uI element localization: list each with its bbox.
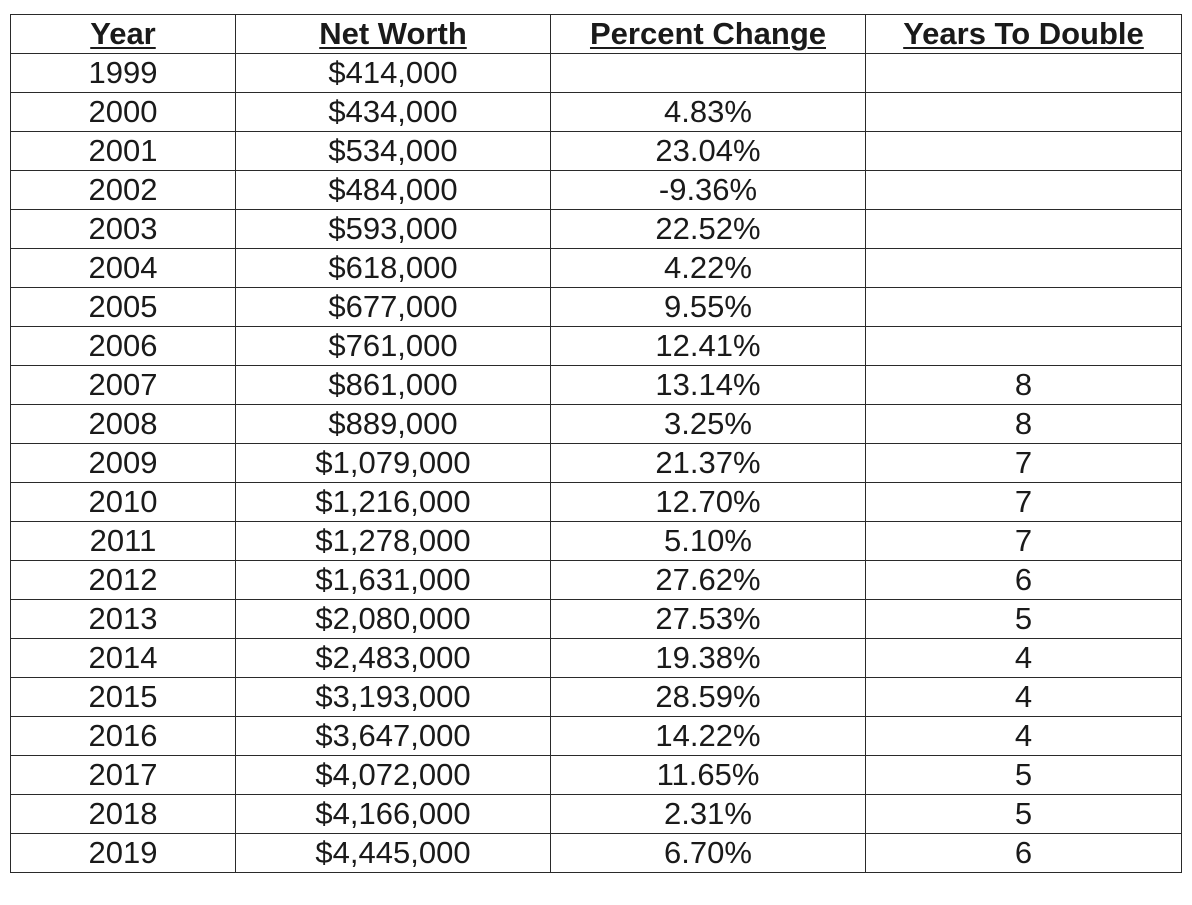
year-cell: 2008 <box>11 405 236 444</box>
net-worth-cell: $3,647,000 <box>236 717 551 756</box>
table-row <box>11 132 1182 171</box>
table-row <box>11 600 1182 639</box>
percent-change-cell: 4.22% <box>551 249 866 288</box>
table-row <box>11 522 1182 561</box>
table-row <box>11 561 1182 600</box>
percent-change-cell: 27.53% <box>551 600 866 639</box>
years-to-double-cell: 7 <box>866 444 1182 483</box>
net-worth-table <box>10 14 1182 873</box>
year-cell: 2019 <box>11 834 236 873</box>
net-worth-cell: $1,278,000 <box>236 522 551 561</box>
year-cell: 1999 <box>11 54 236 93</box>
header-years-to-double: Years To Double <box>866 15 1182 54</box>
years-to-double-cell: 8 <box>866 366 1182 405</box>
table-row <box>11 483 1182 522</box>
year-cell: 2000 <box>11 93 236 132</box>
net-worth-cell: $414,000 <box>236 54 551 93</box>
net-worth-cell: $4,072,000 <box>236 756 551 795</box>
table-row <box>11 795 1182 834</box>
net-worth-cell: $889,000 <box>236 405 551 444</box>
table-row <box>11 756 1182 795</box>
percent-change-cell <box>551 54 866 93</box>
year-cell: 2016 <box>11 717 236 756</box>
net-worth-cell: $1,079,000 <box>236 444 551 483</box>
years-to-double-cell: 8 <box>866 405 1182 444</box>
years-to-double-cell <box>866 249 1182 288</box>
table-header <box>11 15 1182 54</box>
years-to-double-cell: 5 <box>866 795 1182 834</box>
years-to-double-cell <box>866 132 1182 171</box>
year-cell: 2005 <box>11 288 236 327</box>
net-worth-cell: $434,000 <box>236 93 551 132</box>
years-to-double-cell: 4 <box>866 678 1182 717</box>
year-cell: 2001 <box>11 132 236 171</box>
percent-change-cell: 4.83% <box>551 93 866 132</box>
percent-change-cell: 6.70% <box>551 834 866 873</box>
percent-change-cell: 27.62% <box>551 561 866 600</box>
table-row <box>11 93 1182 132</box>
percent-change-cell: 19.38% <box>551 639 866 678</box>
header-row <box>11 15 1182 54</box>
table-row <box>11 210 1182 249</box>
net-worth-cell: $4,166,000 <box>236 795 551 834</box>
percent-change-cell: 5.10% <box>551 522 866 561</box>
years-to-double-cell <box>866 327 1182 366</box>
years-to-double-cell <box>866 210 1182 249</box>
percent-change-cell: 3.25% <box>551 405 866 444</box>
net-worth-cell: $534,000 <box>236 132 551 171</box>
header-year: Year <box>11 15 236 54</box>
year-cell: 2002 <box>11 171 236 210</box>
table-row <box>11 444 1182 483</box>
year-cell: 2012 <box>11 561 236 600</box>
percent-change-cell: 12.70% <box>551 483 866 522</box>
table-row <box>11 171 1182 210</box>
table-row <box>11 834 1182 873</box>
percent-change-cell: 13.14% <box>551 366 866 405</box>
percent-change-cell: 9.55% <box>551 288 866 327</box>
net-worth-cell: $861,000 <box>236 366 551 405</box>
table-row <box>11 366 1182 405</box>
net-worth-cell: $2,483,000 <box>236 639 551 678</box>
years-to-double-cell: 5 <box>866 756 1182 795</box>
percent-change-cell: 11.65% <box>551 756 866 795</box>
table-row <box>11 639 1182 678</box>
percent-change-cell: 14.22% <box>551 717 866 756</box>
table-row <box>11 327 1182 366</box>
percent-change-cell: 2.31% <box>551 795 866 834</box>
year-cell: 2018 <box>11 795 236 834</box>
years-to-double-cell: 4 <box>866 639 1182 678</box>
year-cell: 2013 <box>11 600 236 639</box>
percent-change-cell: 22.52% <box>551 210 866 249</box>
header-percent-change: Percent Change <box>551 15 866 54</box>
net-worth-cell: $484,000 <box>236 171 551 210</box>
years-to-double-cell: 6 <box>866 834 1182 873</box>
year-cell: 2011 <box>11 522 236 561</box>
year-cell: 2014 <box>11 639 236 678</box>
table-row <box>11 249 1182 288</box>
year-cell: 2004 <box>11 249 236 288</box>
header-net-worth: Net Worth <box>236 15 551 54</box>
percent-change-cell: 23.04% <box>551 132 866 171</box>
table-row <box>11 678 1182 717</box>
percent-change-cell: 28.59% <box>551 678 866 717</box>
net-worth-cell: $677,000 <box>236 288 551 327</box>
table-row <box>11 54 1182 93</box>
years-to-double-cell: 7 <box>866 522 1182 561</box>
years-to-double-cell: 4 <box>866 717 1182 756</box>
year-cell: 2003 <box>11 210 236 249</box>
percent-change-cell: 21.37% <box>551 444 866 483</box>
years-to-double-cell: 7 <box>866 483 1182 522</box>
year-cell: 2015 <box>11 678 236 717</box>
years-to-double-cell <box>866 171 1182 210</box>
net-worth-cell: $761,000 <box>236 327 551 366</box>
net-worth-cell: $1,216,000 <box>236 483 551 522</box>
year-cell: 2009 <box>11 444 236 483</box>
table-row <box>11 717 1182 756</box>
years-to-double-cell <box>866 54 1182 93</box>
year-cell: 2007 <box>11 366 236 405</box>
years-to-double-cell <box>866 93 1182 132</box>
years-to-double-cell: 6 <box>866 561 1182 600</box>
percent-change-cell: 12.41% <box>551 327 866 366</box>
net-worth-cell: $3,193,000 <box>236 678 551 717</box>
years-to-double-cell <box>866 288 1182 327</box>
years-to-double-cell: 5 <box>866 600 1182 639</box>
percent-change-cell: -9.36% <box>551 171 866 210</box>
net-worth-cell: $593,000 <box>236 210 551 249</box>
table-row <box>11 405 1182 444</box>
year-cell: 2017 <box>11 756 236 795</box>
net-worth-cell: $4,445,000 <box>236 834 551 873</box>
table-row <box>11 288 1182 327</box>
net-worth-cell: $2,080,000 <box>236 600 551 639</box>
year-cell: 2006 <box>11 327 236 366</box>
table-body <box>11 54 1182 873</box>
net-worth-cell: $618,000 <box>236 249 551 288</box>
year-cell: 2010 <box>11 483 236 522</box>
net-worth-cell: $1,631,000 <box>236 561 551 600</box>
